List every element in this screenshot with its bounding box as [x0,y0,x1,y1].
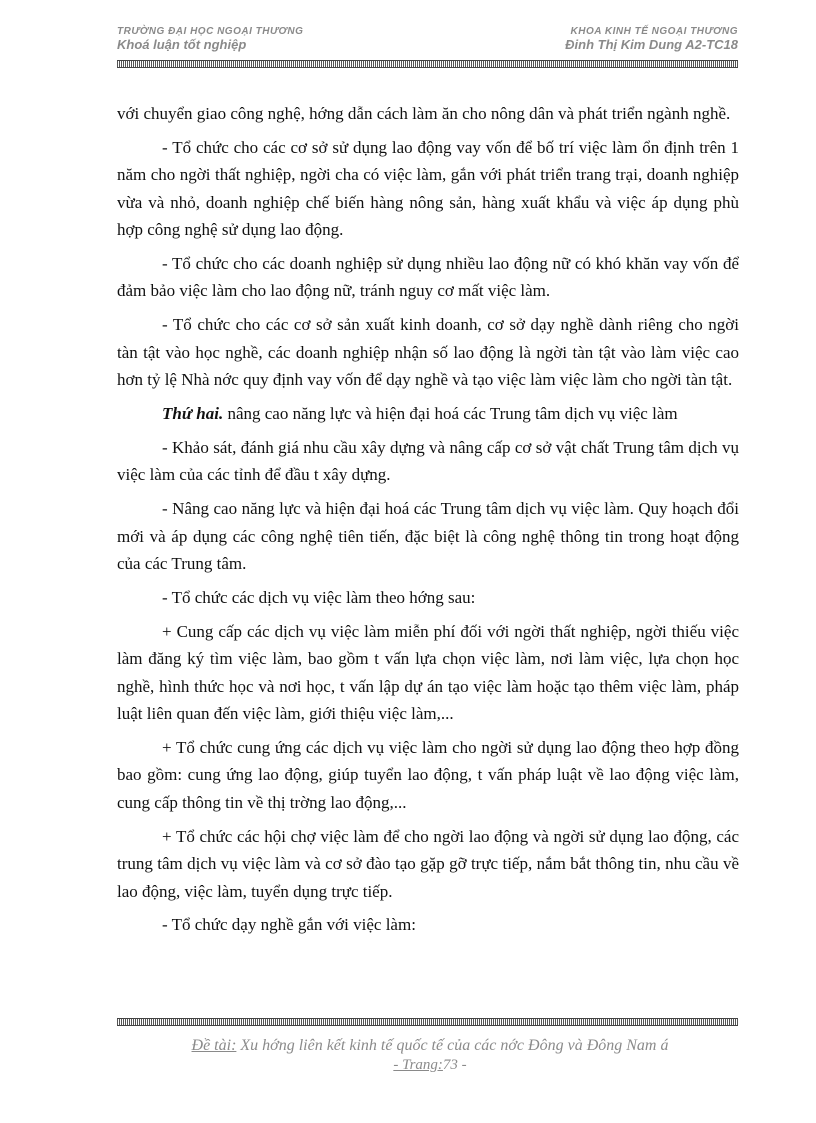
footer-topic [100,1037,760,1055]
paragraph: - Nâng cao năng lực và hiện đại hoá các Trung tâm dịch vụ việc làm. Quy hoạch đổi mới và áp dụng các công nghệ tiên tiến, đặc biệt là công nghệ thông tin trong hoạt động của các Trung tâm. [117,499,739,574]
page-number [100,1057,760,1074]
paragraph: - Tổ chức cho các cơ sở sử dụng lao động vay vốn để bố trí việc làm ổn định trên 1 năm cho ngời thất nghiệp, ngời cha có việc làm, gắn với phát triển trang trại, doanh nghiệp vừa và nhỏ, doanh nghiệp chế biến hàng nông sản, hàng xuất khẩu và việc áp dụng phù hợp công nghệ sử dụng lao động. [117,137,739,240]
section-heading [117,400,739,427]
footer-divider [117,1018,738,1026]
header-divider [117,60,738,68]
paragraph: - Tổ chức dạy nghề gắn với việc làm: [162,915,416,935]
page-label: - Trang: [393,1057,443,1073]
topic-label: Đề tài: [191,1037,237,1054]
page-body [117,100,739,945]
page-header [117,26,738,60]
paragraph: + Tổ chức cung ứng các dịch vụ việc làm cho ngời sử dụng lao động theo hợp đồng bao gồm: cung ứng lao động, giúp tuyển lao động, t vấn pháp luật về lao động việc làm, cung cấp thông tin về thị trờng lao động,... [117,738,739,812]
paragraph: + Tổ chức các hội chợ việc làm để cho ngời lao động và ngời sử dụng lao động, các trung tâm dịch vụ việc làm và cơ sở đào tạo gặp gỡ trực tiếp, nắm bắt thông tin, nhu cầu về lao động, việc làm, tuyển dụng trực tiếp. [117,826,739,901]
page-number-value: 73 [442,1057,458,1073]
document-type: Khoá luận tốt nghiệp [117,37,247,52]
faculty-name: KHOA KINH TẾ NGOẠI THƯƠNG [570,26,738,37]
section-title: nâng cao năng lực và hiện đại hoá các Trung tâm dịch vụ việc làm [223,404,678,424]
paragraph: + Cung cấp các dịch vụ việc làm miễn phí đối với ngời thất nghiệp, ngời thiếu việc làm đăng ký tìm việc làm, bao gồm t vấn lựa chọn việc làm, nơi làm việc, lựa chọn học nghề, hình thức học và nơi học, t vấn lập dự án tạo việc làm hoặc tạo thêm việc làm, pháp luật liên quan đến việc làm, giới thiệu việc làm,... [117,621,739,724]
university-name: TRƯỜNG ĐẠI HỌC NGOẠI THƯƠNG [117,26,304,37]
paragraph: - Tổ chức cho các cơ sở sản xuất kinh doanh, cơ sở dạy nghề dành riêng cho ngời tàn tật vào học nghề, các doanh nghiệp nhận số lao động là ngời tàn tật vào làm việc cao hơn tỷ lệ Nhà nớc quy định vay vốn để dạy nghề và tạo việc làm việc làm cho ngời tàn tật. [117,315,739,390]
author-name: Đinh Thị Kim Dung A2-TC18 [565,37,738,52]
paragraph: - Tổ chức cho các doanh nghiệp sử dụng nhiều lao động nữ có khó khăn vay vốn để đảm bảo việc làm cho lao động nữ, tránh nguy cơ mất việc làm. [117,254,739,301]
section-lead: Thứ hai. [162,404,224,424]
topic-text: Xu hớng liên kết kinh tế quốc tế của các nớc Đông và Đông Nam á [236,1037,669,1054]
paragraph: - Khảo sát, đánh giá nhu cầu xây dựng và nâng cấp cơ sở vật chất Trung tâm dịch vụ việc làm của các tỉnh để đầu t xây dựng. [117,437,739,485]
page-suffix: - [457,1057,467,1073]
paragraph: với chuyển giao công nghệ, hớng dẫn cách làm ăn cho nông dân và phát triển ngành nghề. [117,104,731,123]
paragraph: - Tổ chức các dịch vụ việc làm theo hớng sau: [162,588,476,607]
